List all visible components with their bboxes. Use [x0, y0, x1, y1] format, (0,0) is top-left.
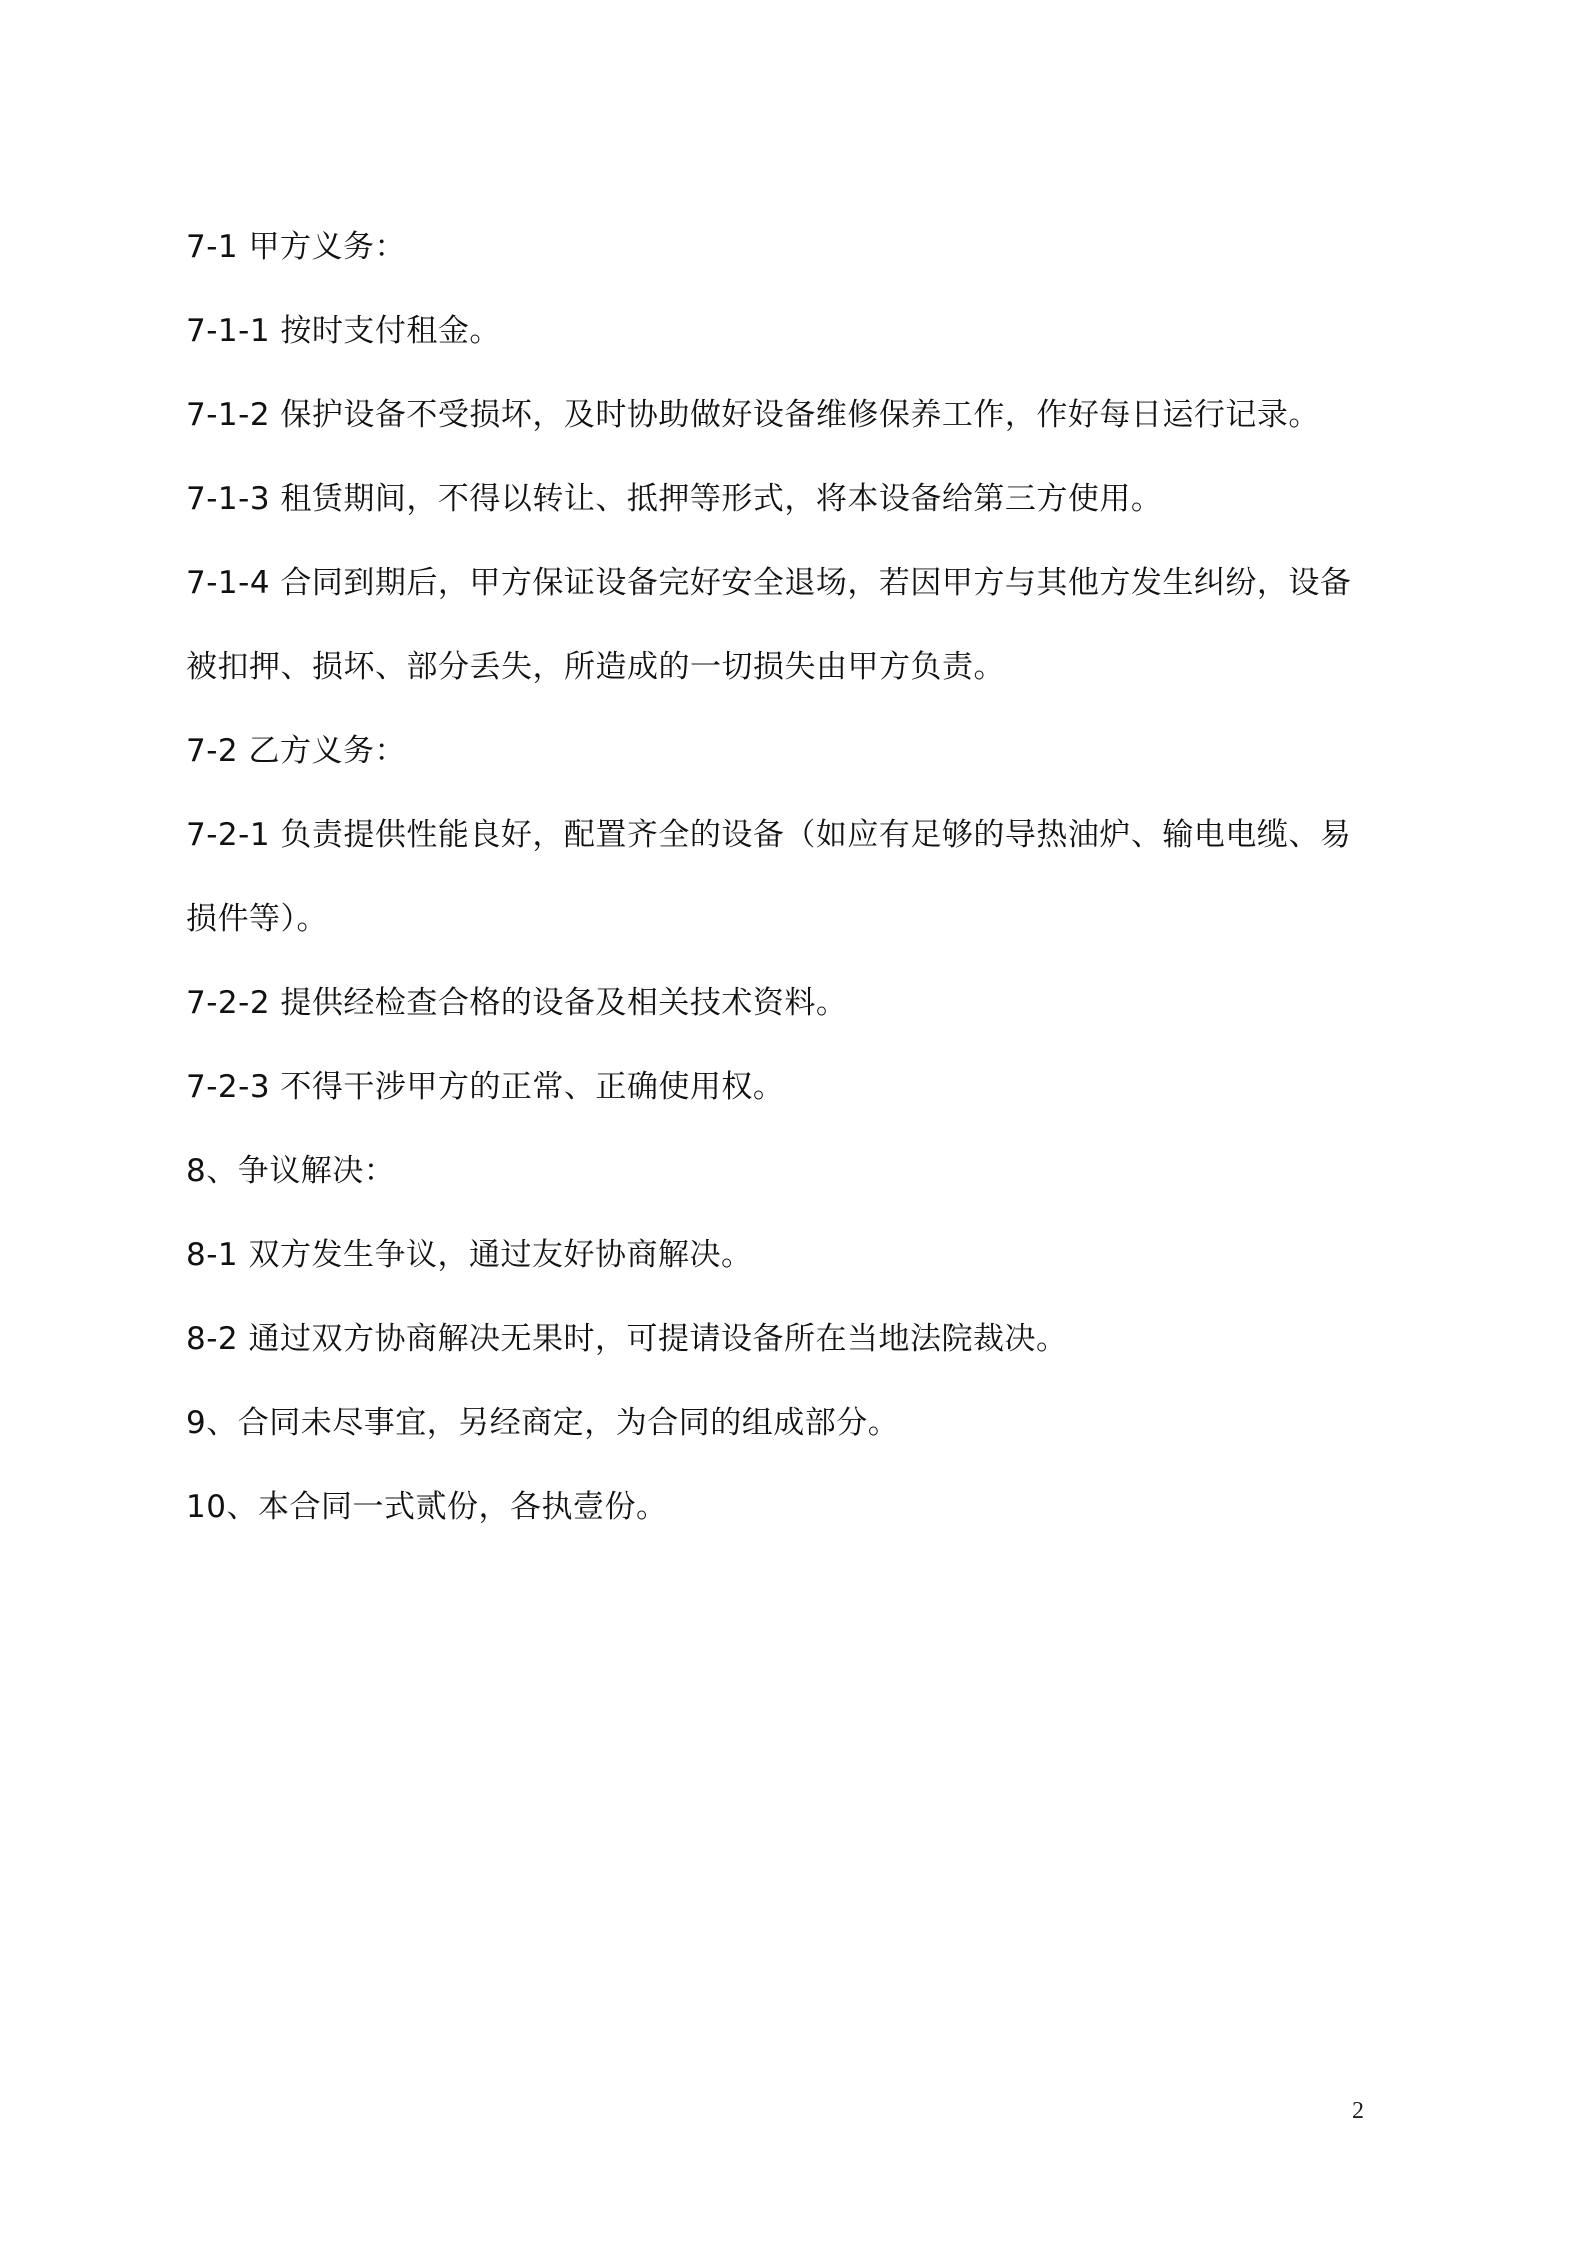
- clause-8-1: 8-1 双方发生争议，通过友好协商解决。: [186, 1237, 753, 1273]
- clause-10: 10、本合同一式贰份，各执壹份。: [186, 1489, 668, 1525]
- clause-7-1-3: 7-1-3 租赁期间，不得以转让、抵押等形式，将本设备给第三方使用。: [186, 481, 1163, 517]
- page-number: 2: [1352, 2098, 1364, 2124]
- clause-7-1-1: 7-1-1 按时支付租金。: [186, 313, 501, 349]
- clause-7-1-heading: 7-1 甲方义务：: [186, 229, 406, 265]
- clause-9: 9、合同未尽事宜，另经商定，为合同的组成部分。: [186, 1405, 900, 1441]
- clause-8-2: 8-2 通过双方协商解决无果时，可提请设备所在当地法院裁决。: [186, 1321, 1068, 1357]
- clause-8-heading: 8、争议解决：: [186, 1153, 396, 1189]
- document-body: [186, 205, 1386, 1549]
- clause-7-1-4: 7-1-4 合同到期后，甲方保证设备完好安全退场，若因甲方与其他方发生纠纷，设备被扣押、损坏、部分丢失，所造成的一切损失由甲方负责。: [186, 565, 1352, 685]
- clause-7-2-1: 7-2-1 负责提供性能良好，配置齐全的设备（如应有足够的导热油炉、输电电缆、易损件等）。: [186, 817, 1352, 937]
- clause-7-1-2: 7-1-2 保护设备不受损坏，及时协助做好设备维修保养工作，作好每日运行记录。: [186, 397, 1320, 433]
- clause-7-2-2: 7-2-2 提供经检查合格的设备及相关技术资料。: [186, 985, 848, 1021]
- clause-7-2-heading: 7-2 乙方义务：: [186, 733, 406, 769]
- clause-7-2-3: 7-2-3 不得干涉甲方的正常、正确使用权。: [186, 1069, 785, 1105]
